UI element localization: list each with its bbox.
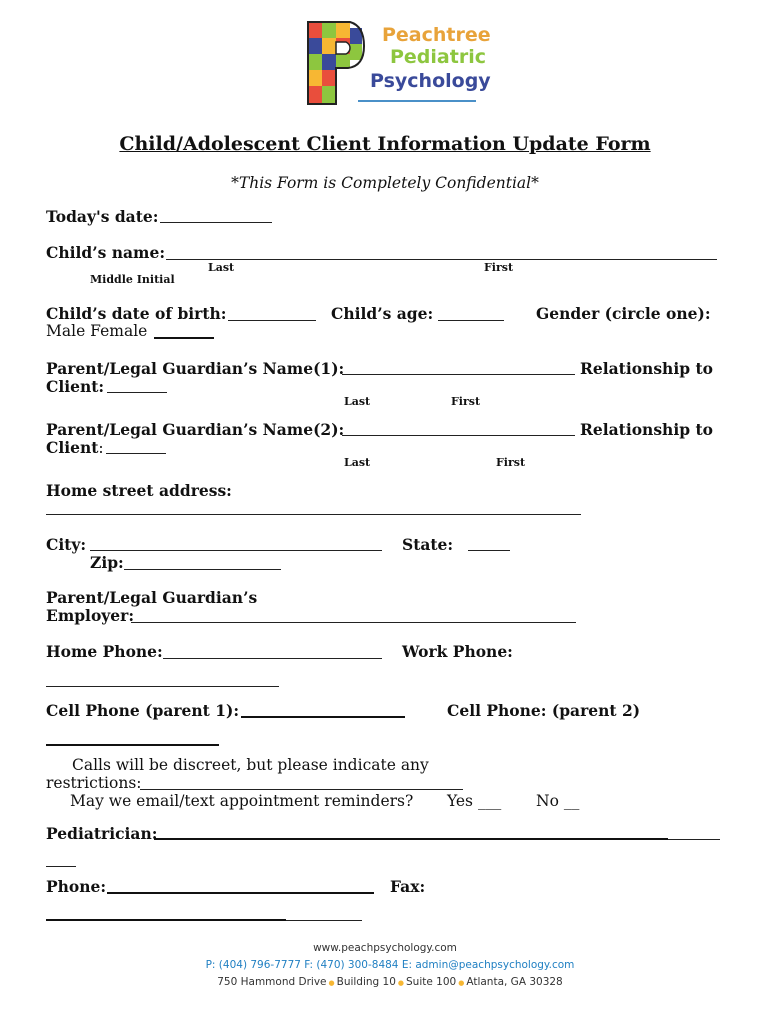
logo-underline	[358, 100, 476, 102]
logo-line1: Peachtree	[382, 24, 491, 46]
guardian1-label: Parent/Legal Guardian’s Name(1):	[46, 359, 345, 378]
employer-field[interactable]	[131, 622, 576, 623]
footer-address	[0, 976, 770, 988]
child-name-last-hint: Last	[208, 261, 235, 274]
pediatrician-fax-label: Fax:	[390, 877, 426, 896]
child-name-field[interactable]	[166, 259, 717, 260]
guardian2-field[interactable]	[342, 435, 575, 436]
employer-label-line2: Employer:	[46, 606, 135, 625]
guardian1-relationship-field[interactable]	[107, 392, 167, 393]
guardian2-relationship-label: Relationship to	[580, 420, 713, 439]
pediatrician-field[interactable]	[154, 838, 668, 840]
pediatrician-phone-label: Phone:	[46, 877, 107, 896]
footer-bullet-icon: ●	[328, 979, 335, 987]
logo-line2: Pediatric	[390, 46, 486, 68]
cell2-label: Cell Phone: (parent 2)	[447, 701, 641, 720]
child-name-middle-hint: Middle Initial	[90, 273, 175, 286]
guardian2-relationship-field[interactable]	[106, 453, 166, 454]
guardian2-label: Parent/Legal Guardian’s Name(2):	[46, 420, 345, 439]
state-label: State:	[402, 535, 454, 554]
logo	[306, 18, 491, 110]
work-phone-field[interactable]	[46, 686, 279, 687]
guardian1-client-label: Client:	[46, 377, 105, 396]
guardian2-last-hint: Last	[344, 456, 371, 469]
work-phone-label: Work Phone:	[402, 642, 513, 661]
todays-date-field[interactable]	[160, 222, 272, 223]
child-name-label: Child’s name:	[46, 243, 166, 262]
logo-line3: Psychology	[370, 70, 491, 92]
restrictions-field[interactable]	[140, 789, 463, 790]
home-address-field[interactable]	[46, 514, 581, 515]
todays-date-label: Today's date:	[46, 207, 159, 226]
guardian1-first-hint: First	[451, 395, 481, 408]
gender-options[interactable]: Male Female	[46, 322, 148, 340]
guardian2-client-label	[46, 438, 104, 457]
footer-address-city: Atlanta, GA 30328	[466, 976, 563, 988]
pediatrician-phone-field[interactable]	[107, 892, 374, 894]
cell2-field[interactable]	[46, 744, 219, 746]
puzzle-p-logo-icon	[306, 18, 368, 110]
child-name-first-hint: First	[484, 261, 514, 274]
city-label: City:	[46, 535, 87, 554]
footer-address-street: 750 Hammond Drive	[217, 976, 327, 988]
home-address-label: Home street address:	[46, 481, 232, 500]
footer-address-building: Building 10	[336, 976, 396, 988]
employer-label-line1: Parent/Legal Guardian’s	[46, 588, 258, 607]
age-label: Child’s age:	[331, 304, 434, 323]
pediatrician-field-extension[interactable]	[668, 839, 720, 840]
footer-website: www.peachpsychology.com	[313, 942, 457, 954]
dob-field[interactable]	[228, 320, 316, 321]
home-phone-field[interactable]	[163, 658, 382, 659]
state-field[interactable]	[468, 550, 510, 551]
footer-bullet-icon: ●	[458, 979, 465, 987]
email-reminder-question: May we email/text appointment reminders?	[70, 792, 414, 810]
guardian2-client-text: Client	[46, 438, 99, 457]
guardian2-client-colon: :	[98, 439, 104, 457]
pediatrician-label: Pediatrician:	[46, 824, 158, 843]
gender-label: Gender (circle one):	[536, 304, 711, 323]
email-reminder-yes[interactable]: Yes ___	[447, 792, 502, 810]
guardian1-last-hint: Last	[344, 395, 371, 408]
cell1-label: Cell Phone (parent 1):	[46, 701, 240, 720]
pediatrician-fax-field-extension[interactable]	[286, 920, 362, 921]
city-field[interactable]	[90, 550, 382, 551]
dob-label: Child’s date of birth:	[46, 304, 227, 323]
age-field[interactable]	[438, 320, 504, 321]
pediatrician-fax-field[interactable]	[46, 919, 286, 921]
restrictions-label: restrictions:	[46, 774, 142, 792]
email-reminder-no[interactable]: No __	[536, 792, 580, 810]
footer-address-suite: Suite 100	[406, 976, 457, 988]
zip-field[interactable]	[124, 569, 281, 570]
guardian2-first-hint: First	[496, 456, 526, 469]
guardian1-relationship-label: Relationship to	[580, 359, 713, 378]
gender-field[interactable]	[154, 337, 214, 339]
guardian1-field[interactable]	[342, 374, 575, 375]
pediatrician-field-continued[interactable]	[46, 866, 76, 867]
form-subtitle: *This Form is Completely Confidential*	[231, 174, 539, 192]
calls-note: Calls will be discreet, but please indicate any	[72, 756, 429, 774]
zip-label: Zip:	[90, 553, 124, 572]
footer-contact: P: (404) 796-7777 F: (470) 300-8484 E: admin@peachpsychology.com	[205, 959, 575, 971]
home-phone-label: Home Phone:	[46, 642, 163, 661]
cell1-field[interactable]	[241, 716, 405, 718]
form-title: Child/Adolescent Client Information Update Form	[119, 133, 651, 155]
footer-bullet-icon: ●	[397, 979, 405, 987]
